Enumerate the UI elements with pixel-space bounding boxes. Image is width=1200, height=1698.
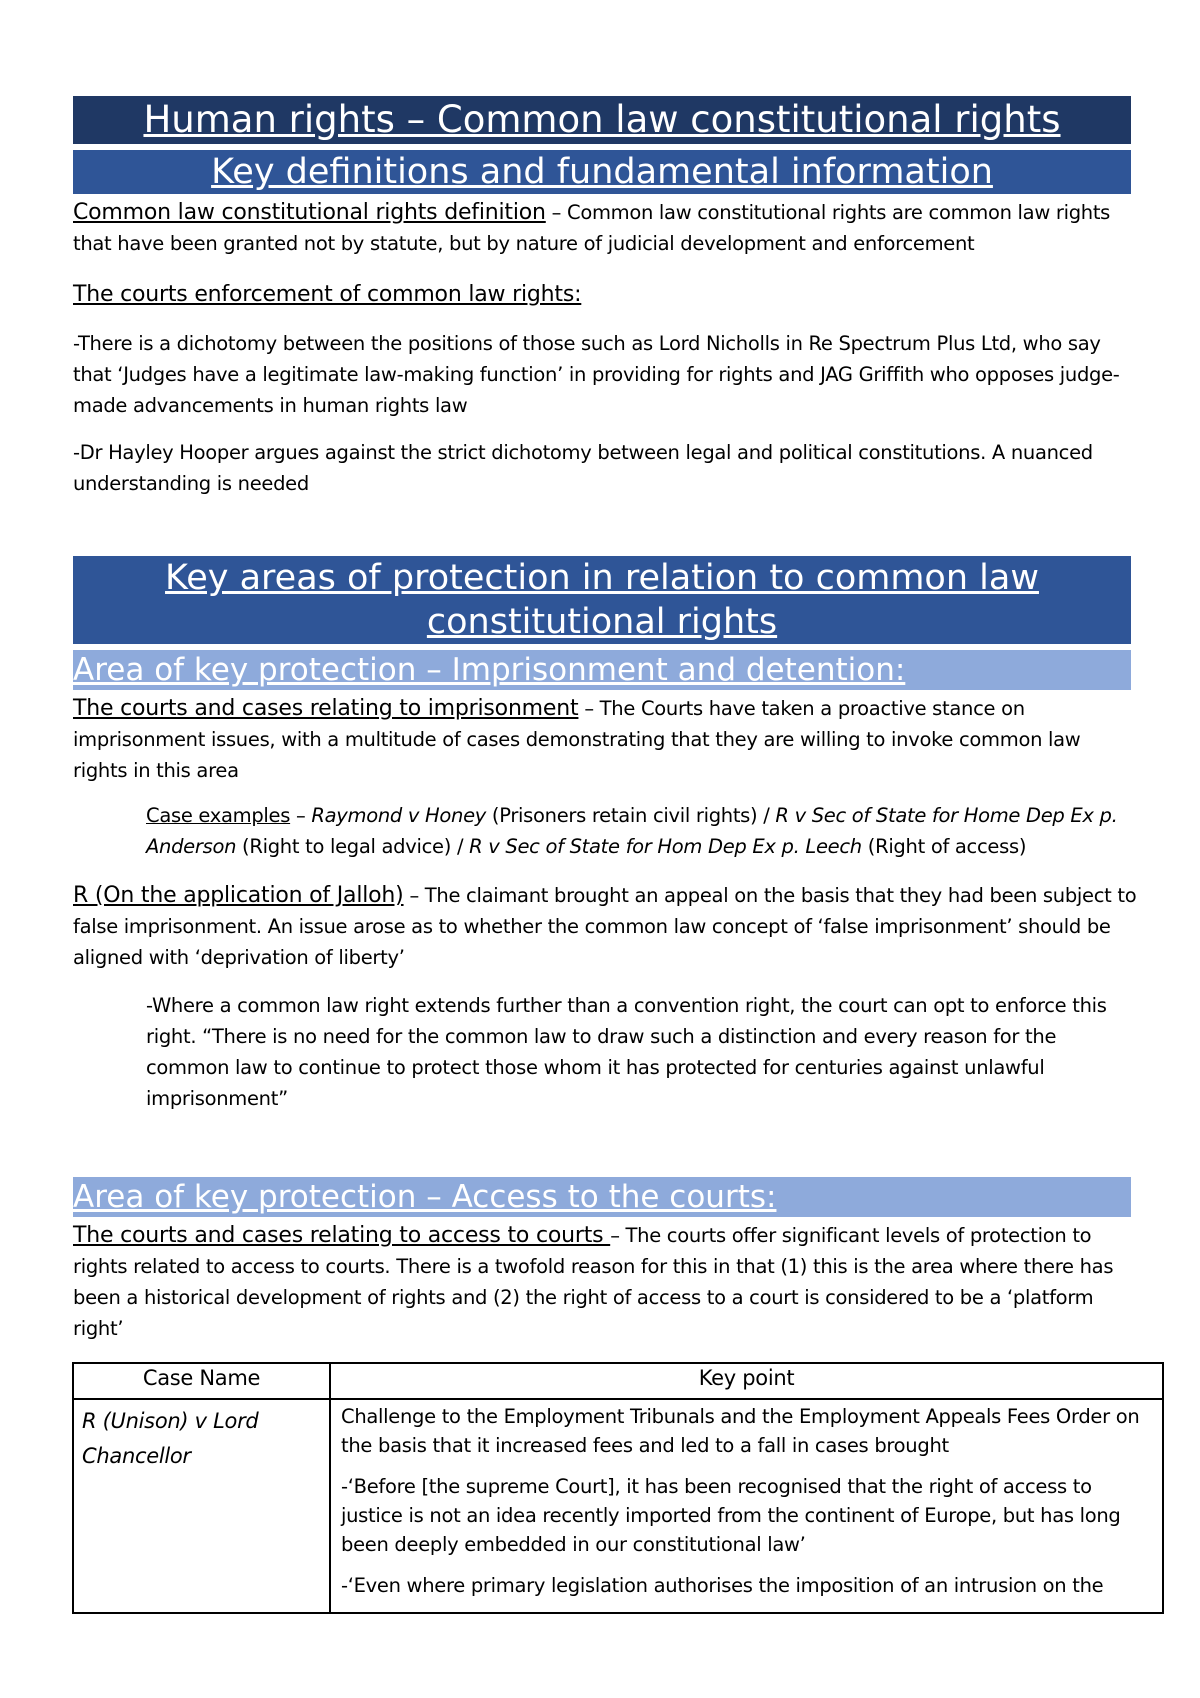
enforcement-paragraph-1: -There is a dichotomy between the positions of those such as Lord Nicholls in Re Spectrum Plus Ltd, who say that ‘Judges have a legitimate law-making function’ in providing for rights and JAG Griffith who opposes judge-made advancements in human rights law <box>73 332 1120 417</box>
table-header-row <box>73 1363 1163 1399</box>
access-paragraph <box>73 1220 1138 1344</box>
case-leech: R v Sec of State for Hom Dep Ex p. Leech <box>469 835 862 858</box>
jalloh-term: R (On the application of Jalloh) <box>73 883 404 908</box>
definition-text: – Common law constitutional rights are common law rights that have been granted not by statute, but by nature of judicial development and enforcement <box>73 201 1111 255</box>
area-heading-imprisonment: Area of key protection – Imprisonment and detention: <box>73 650 1131 690</box>
definition-term: Common law constitutional rights definition <box>73 200 546 225</box>
imprisonment-paragraph <box>73 693 1138 786</box>
header-case-name: Case Name <box>73 1363 330 1399</box>
case-desc-3: (Right of access) <box>861 835 1027 858</box>
enforcement-heading: The courts enforcement of common law rights: <box>73 282 582 307</box>
access-text: – The courts offer significant levels of protection to rights related to access to courts. There is a twofold reason for this in that (1) this is the area where there has been a historical development of rights and (2) the right of access to a court is considered to be a ‘platform right’ <box>73 1224 1114 1340</box>
section-heading-key-areas: Key areas of protection in relation to common law constitutional rights <box>73 556 1131 644</box>
enforcement-paragraph-2: -Dr Hayley Hooper argues against the strict dichotomy between legal and political constitutions. A nuanced understanding is needed <box>73 441 1093 495</box>
case-raymond-v-honey: Raymond v Honey <box>311 804 487 827</box>
cases-table <box>72 1362 1164 1614</box>
section-heading-key-definitions: Key definitions and fundamental information <box>73 150 1131 194</box>
case-anderson: R v Sec of State for Home Dep Ex p. Anderson <box>146 804 1118 858</box>
jalloh-point: -Where a common law right extends further than a convention right, the court can opt to enforce this right. “There is no need for the common law to draw such a distinction and every reason for the common law to continue to protect those whom it has protected for centuries against unlawful imprisonment” <box>146 994 1107 1110</box>
document-title: Human rights – Common law constitutional rights <box>73 96 1131 144</box>
header-key-point: Key point <box>330 1363 1163 1399</box>
case-desc-2: (Right to legal advice) / <box>236 835 470 858</box>
imprisonment-term: The courts and cases relating to imprisonment <box>73 696 579 721</box>
access-term: The courts and cases relating to access to courts <box>73 1223 611 1248</box>
key-point-cell <box>330 1399 1163 1613</box>
case-name-cell <box>73 1399 330 1613</box>
jalloh-paragraph <box>73 880 1138 973</box>
definition-paragraph <box>73 197 1138 259</box>
key-point-2: -‘Before [the supreme Court], it has been recognised that the right of access to justice is not an idea recently imported from the continent of Europe, but has long been deeply embedded in our constitutional law’ <box>341 1475 1121 1556</box>
key-point-1: Challenge to the Employment Tribunals and the Employment Appeals Fees Order on the basis that it increased fees and led to a fall in cases brought <box>341 1405 1140 1457</box>
case-examples <box>146 800 1141 862</box>
table-row <box>73 1399 1163 1613</box>
case-examples-sep: – <box>290 804 312 827</box>
area-heading-access-to-courts: Area of key protection – Access to the courts: <box>73 1177 1131 1217</box>
imprisonment-text: – The Courts have taken a proactive stance on imprisonment issues, with a multitude of cases demonstrating that they are willing to invoke common law rights in this area <box>73 697 1081 782</box>
case-examples-label: Case examples <box>146 804 291 827</box>
case-desc-1: (Prisoners retain civil rights) / <box>486 804 776 827</box>
jalloh-text: – The claimant brought an appeal on the basis that they had been subject to false imprisonment. An issue arose as to whether the common law concept of ‘false imprisonment’ should be aligned with ‘deprivation of liberty’ <box>73 884 1137 969</box>
case-name: R (Unison) v Lord Chancellor <box>82 1409 259 1468</box>
key-point-3: -‘Even where primary legislation authorises the imposition of an intrusion on the <box>341 1574 1104 1597</box>
